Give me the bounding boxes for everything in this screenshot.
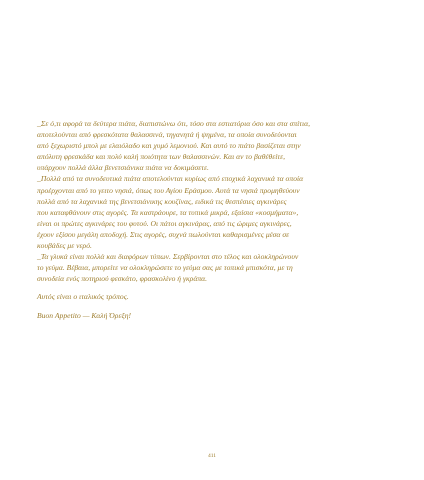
body-text: [37, 118, 393, 321]
text-line: _Τα γλυκά είναι πολλά και διαφόρων τύπων. Σερβίρονται στο τέλος και ολοκληρώνουν: [37, 252, 299, 262]
text-line: κουβάδες με νερό.: [37, 241, 92, 251]
text-line: υπάρχουν πολλά άλλα βενετσιάνικα πιάτα να δοκιμάσετε.: [37, 163, 209, 173]
text-line: συνοδεία ενός ποτηριού φεσκάτο, φρασκολίνο ή γκράπα.: [37, 274, 208, 284]
page-number: 411: [207, 453, 217, 459]
text-line: είναι οι πρώτες αγκινάρες του φυτού. Οι πάτοι αγκινάρας, από τις ώριμες αγκινάρες,: [37, 218, 292, 228]
text-line: αποτελούνται από φρεσκότατα θαλασσινά, τηγανητά ή ψημένα, τα οποία συνοδεύονται: [37, 130, 297, 140]
text-line: απόλυτη φρεσκάδα και πολύ καλή ποιότητα των θαλασσινών. Και αν το βαθέθείτε,: [37, 152, 286, 162]
text-line: πολλά από τα λαχανικά της βενετσιάνικης κουζίνας, ειδικά τις θεσπέσιες αγκινάρες: [37, 196, 287, 206]
text-line: _Πολλά από τα συνοδευτικά πιάτα αποτελούνται κυρίως από εποχικά λαχανικά τα οποία: [37, 174, 304, 184]
text-line: _Σε ό,τι αφορά τα δεύτερα πιάτα, διαπιστώνω ότι, τόσο στα εστιατόρια όσο και στα σπίτια,: [37, 119, 311, 128]
text-line: από ξεχωριστό μπολ με ελαιόλαδο και χυμό λεμονιού. Και αυτό το πιάτο βασίζεται στην: [37, 141, 301, 151]
text-line: έχουν εξίσου μεγάλη αποδοχή. Στις αγορές, συχνά πωλούνται καθαρισμένες μέσα σε: [37, 229, 290, 239]
text-line: προέρχονται από το γειτο νησιά, όπως του Αγίου Εράσμου. Αυτά τα νησιά προμηθεύουν: [37, 185, 300, 195]
closing-line: Αυτός είναι ο ιταλικός τρόπος.: [37, 292, 129, 302]
text-line: το γεύμα. Βέβαια, μπορείτε να ολοκληρώσετε το γεύμα σας με τοπικά μπισκότα, με τη: [37, 263, 293, 273]
sign-off-line: Buon Appetito — Καλή Όρεξη!: [37, 310, 132, 320]
text-line: που καταφθάνουν στις αγορές. Τα καστράουρε, τα τυπικά μικρά, εξαίσια «κοσμήματα»,: [37, 207, 299, 217]
